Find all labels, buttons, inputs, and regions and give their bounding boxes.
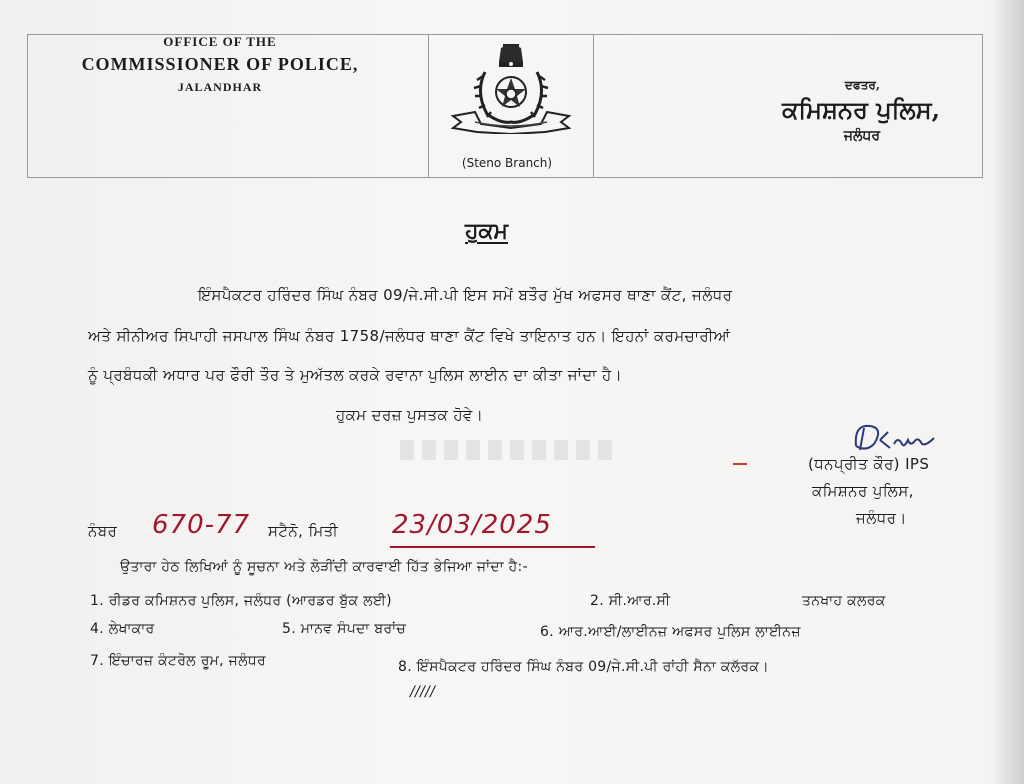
distribution-intro: ਉਤਾਰਾ ਹੇਠ ਲਿਖਿਆਂ ਨੂੰ ਸੂਚਨਾ ਅਤੇ ਲੋੜੀਂਦੀ ਕਾਰਵਾਈ ਹਿੱਤ ਭੇਜਿਆ ਜਾਂਦਾ ਹੈ:-: [120, 559, 528, 575]
city-punjabi-line: ਜਲੰਧਰ: [843, 128, 880, 144]
city-line: JALANDHAR: [177, 80, 263, 94]
distribution-item-4: 4. ਲੇਖਾਕਾਰ: [90, 621, 155, 637]
handwritten-date: 23/03/2025: [392, 510, 552, 540]
police-emblem-icon: [445, 42, 577, 134]
signatory-designation: ਕਮਿਸ਼ਨਰ ਪੁਲਿਸ,: [812, 482, 914, 500]
daftar-line: ਦਫਤਰ,: [844, 78, 880, 92]
body-line-3: ਨੂੰ ਪ੍ਰਬੰਧਕੀ ਅਧਾਰ ਪਰ ਫੌਰੀ ਤੌਰ ਤੇ ਮੁਅੱਤਲ ਕਰਕੇ ਰਵਾਨਾ ਪੁਲਿਸ ਲਾਈਨ ਦਾ ਕੀਤਾ ਜਾਂਦਾ ਹੈ।: [88, 366, 623, 384]
page-edge-shadow: [990, 0, 1024, 784]
letterhead-divider-right: [593, 35, 594, 177]
steno-branch-label: (Steno Branch): [461, 156, 553, 170]
red-tick-mark: [733, 463, 747, 465]
distribution-item-1: 1. ਰੀਡਰ ਕਮਿਸ਼ਨਰ ਪੁਲਿਸ, ਜਲੰਧਰ (ਆਰਡਰ ਬੁੱਕ ਲਈ): [90, 593, 392, 609]
faint-bleedthrough: [400, 440, 620, 460]
body-line-4: ਹੁਕਮ ਦਰਜ਼ ਪੁਸਤਕ ਹੋਵੇ।: [336, 406, 484, 424]
letterhead-divider-left: [428, 35, 429, 177]
signatory-city: ਜਲੰਧਰ।: [856, 509, 907, 527]
distribution-item-2: 2. ਸੀ.ਆਰ.ਸੀ: [590, 593, 671, 609]
office-of-line: OFFICE OF THE: [163, 34, 277, 49]
number-label: ਨੰਬਰ: [88, 522, 118, 540]
signatory-name: (ਧਨਪ੍ਰੀਤ ਕੌਰ) IPS: [808, 455, 930, 473]
letterhead-english: [40, 34, 400, 95]
distribution-item-3: ਤਨਖਾਹ ਕਲਰਕ: [802, 593, 886, 609]
signature-icon: [850, 418, 940, 458]
distribution-item-5: 5. ਮਾਨਵ ਸੰਪਦਾ ਬਰਾਂਚ: [282, 621, 407, 637]
order-title: ਹੁਕਮ: [465, 218, 508, 244]
commissioner-punjabi-line: ਕਮਿਸ਼ਨਰ ਪੁਲਿਸ,: [782, 95, 940, 124]
distribution-item-6: 6. ਆਰ.ਆਈ/ਲਾਈਨਜ਼ ਅਫਸਰ ਪੁਲਿਸ ਲਾਈਨਜ਼: [540, 624, 801, 640]
body-line-2: ਅਤੇ ਸੀਨੀਅਰ ਸਿਪਾਹੀ ਜਸਪਾਲ ਸਿੰਘ ਨੰਬਰ 1758/ਜਲੰਧਰ ਥਾਣਾ ਕੈਂਟ ਵਿਖੇ ਤਾਇਨਾਤ ਹਨ। ਇਹਨਾਂ ਕਰਮਚਾਰੀਆਂ: [88, 327, 731, 345]
end-mark: /////: [410, 684, 436, 700]
distribution-item-7: 7. ਇੰਚਾਰਜ਼ ਕੰਟਰੋਲ ਰੂਮ, ਜਲੰਧਰ: [90, 653, 266, 669]
date-underline: [390, 546, 595, 548]
steno-date-label: ਸਟੈਨੋ, ਮਿਤੀ: [268, 522, 339, 540]
distribution-item-8: 8. ਇੰਸਪੈਕਟਰ ਹਰਿੰਦਰ ਸਿੰਘ ਨੰਬਰ 09/ਜੇ.ਸੀ.ਪੀ ਰਾਂਹੀ ਸੈਨਾ ਕਲੱਰਕ।: [398, 659, 769, 675]
letterhead-punjabi: [620, 78, 940, 144]
commissioner-line: COMMISSIONER OF POLICE,: [81, 54, 359, 74]
handwritten-number: 670-77: [152, 510, 251, 540]
body-line-1: ਇੰਸਪੈਕਟਰ ਹਰਿੰਦਰ ਸਿੰਘ ਨੰਬਰ 09/ਜੇ.ਸੀ.ਪੀ ਇਸ ਸਮੇਂ ਬਤੌਰ ਮੁੱਖ ਅਫਸਰ ਥਾਣਾ ਕੈਂਟ, ਜਲੰਧਰ: [198, 286, 733, 304]
